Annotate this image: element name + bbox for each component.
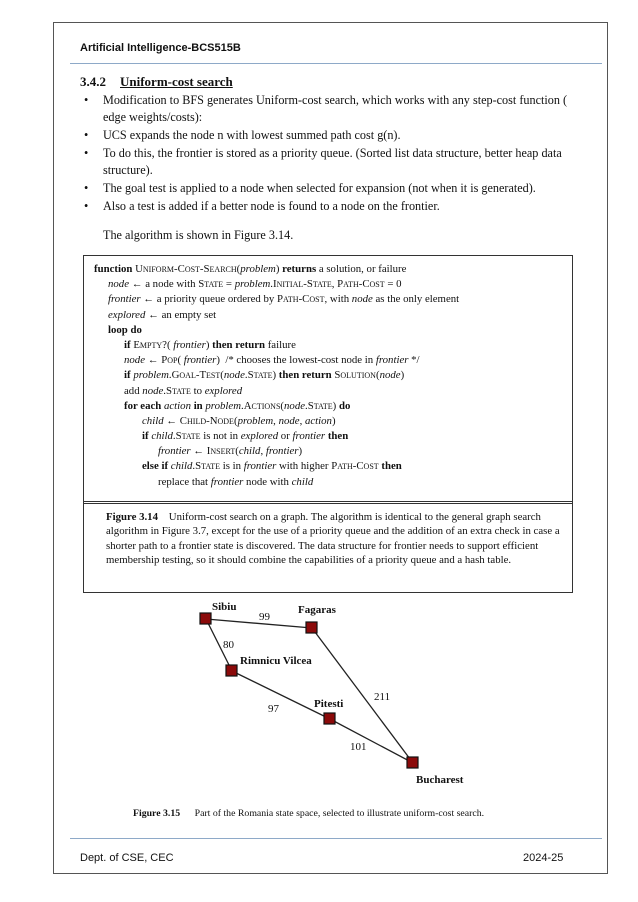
- bullet-item: • UCS expands the node n with lowest summed path cost g(n).: [80, 127, 570, 144]
- label-fagaras: Fagaras: [298, 604, 336, 616]
- section-number: 3.4.2: [80, 74, 106, 89]
- cost-101: 101: [350, 741, 367, 753]
- label-bucharest: Bucharest: [416, 774, 464, 786]
- bullet-item: • Also a test is added if a better node is found to a node on the frontier.: [80, 198, 570, 215]
- figure-314-caption: [106, 510, 561, 568]
- figure-315-text: Part of the Romania state space, selected to illustrate uniform-cost search.: [194, 808, 485, 819]
- edge-rimnicu-pitesti: [232, 671, 330, 719]
- edge-pitesti-bucharest: [330, 719, 413, 763]
- figure-divider: [84, 501, 572, 504]
- header-rule: [70, 63, 602, 64]
- figure-314-text: Uniform-cost search on a graph. The algorithm is identical to the general graph search algorithm in Figure 3.7, except for the use of a priority queue and the addition of an extra check in case a shorter path to a frontier state is discovered. The data structure for frontier needs to support efficient membership testing, so it should combine the capabilities of a priority queue and a hash table.: [106, 511, 560, 567]
- figure-314-label: Figure 3.14: [106, 511, 158, 523]
- intro-paragraph: The algorithm is shown in Figure 3.14.: [103, 228, 294, 242]
- page-header: Artificial Intelligence-BCS515B: [80, 42, 241, 54]
- node-sibiu: [200, 613, 211, 624]
- bullet-item: • The goal test is applied to a node when selected for expansion (not when it is generated).: [80, 180, 570, 197]
- bullet-item: • To do this, the frontier is stored as a priority queue. (Sorted list data structure, better heap data structure).: [80, 145, 570, 179]
- node-rimnicu-vilcea: [226, 665, 237, 676]
- cost-99: 99: [259, 611, 270, 623]
- figure-315-caption: [133, 808, 484, 819]
- bullet-list: [80, 92, 570, 216]
- node-bucharest: [407, 757, 418, 768]
- node-pitesti: [324, 713, 335, 724]
- algorithm-figure: [83, 255, 573, 593]
- figure-315-label: Figure 3.15: [133, 808, 181, 819]
- label-rimnicu-vilcea: Rimnicu Vilcea: [240, 655, 312, 667]
- label-sibiu: Sibiu: [212, 601, 237, 613]
- footer-year: 2024-25: [523, 852, 564, 864]
- footer-department: Dept. of CSE, CEC: [80, 852, 174, 864]
- cost-211: 211: [374, 691, 391, 703]
- pseudocode: function Uniform-Cost-Search(problem) returns a solution, or failure node ← a node with State = problem.Initial-State, Path-Cost = 0 frontier ← a priority queue ordered by Path-Cost, with node as the only element explored ← an empty set loop do if Empty?( frontier) then return failure node ← Pop( frontier) /* chooses the lowest-cost node in frontier */ if problem.Goal-Test(node.State) then return Solution(node) add node.State to explored for each action in problem.Actions(node.State) do child ← Child-Node(problem, node, action) if child.State is not in explored or frontier then frontier ← Insert(child, frontier) else if child.State is in frontier with higher Path-Cost then replace that frontier node with child: [94, 263, 460, 488]
- romania-graph: [150, 596, 480, 796]
- footer-rule: [70, 838, 602, 839]
- section-heading: [80, 74, 233, 90]
- cost-80: 80: [223, 639, 234, 651]
- label-pitesti: Pitesti: [314, 698, 344, 710]
- cost-97: 97: [268, 703, 279, 715]
- bullet-item: • Modification to BFS generates Uniform-cost search, which works with any step-cost function ( edge weights/costs):: [80, 92, 570, 126]
- node-fagaras: [306, 622, 317, 633]
- section-title: Uniform-cost search: [120, 74, 233, 89]
